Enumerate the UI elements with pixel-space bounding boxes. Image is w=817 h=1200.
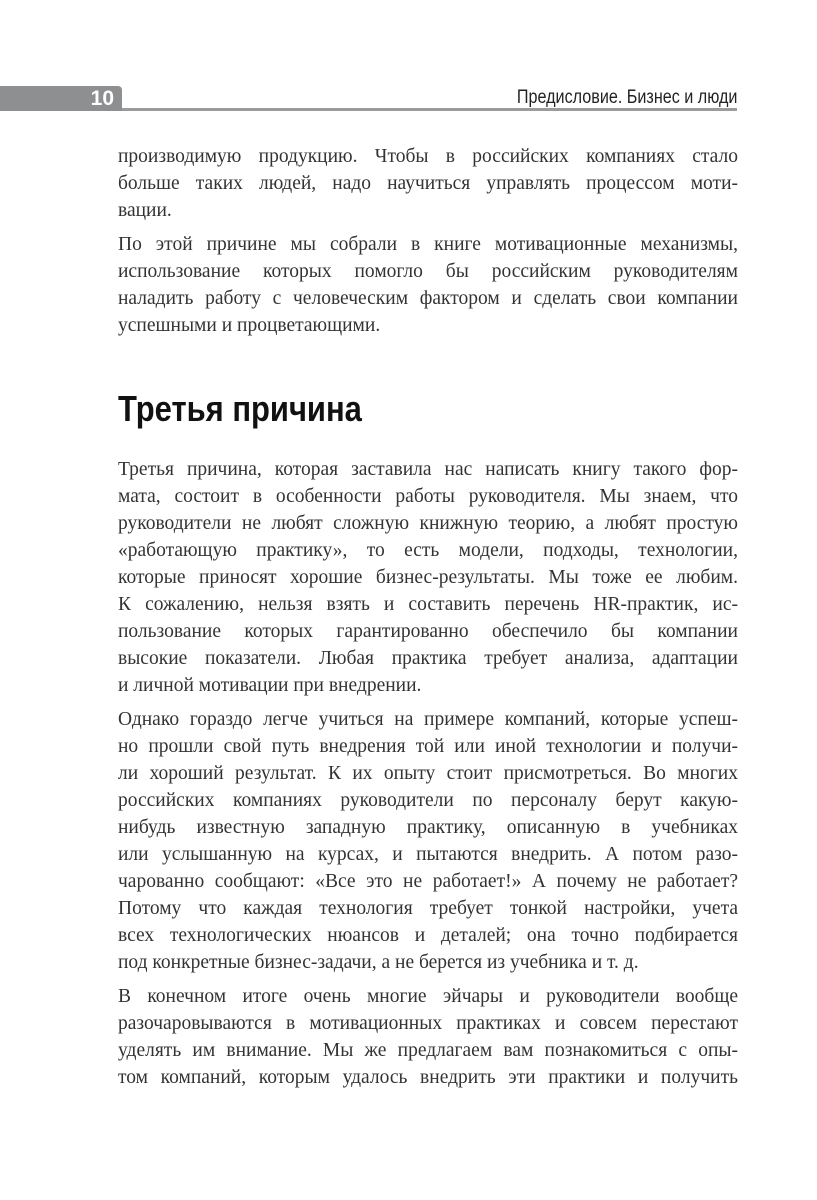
text-line: В конечном итоге очень многие эйчары и руководители вообще (118, 986, 738, 1007)
text-line: руководители не любят сложную книжную теорию, а любят простую (118, 513, 738, 534)
text-line: российских компаниях руководители по персоналу берут какую- (118, 790, 738, 811)
text-line: мата, состоит в особенности работы руководителя. Мы знаем, что (118, 486, 738, 507)
text-line: К сожалению, нельзя взять и составить перечень HR-практик, ис- (118, 594, 738, 615)
text-line: чарованно сообщают: «Все это не работает!» А почему не работает? (118, 871, 738, 892)
text-block-1 (118, 143, 738, 346)
page-number-tab (0, 86, 122, 111)
text-line: которые приносят хорошие бизнес-результаты. Мы тоже ее любим. (118, 567, 738, 588)
text-line: успешными и процветающими. (118, 315, 381, 336)
text-line: но прошли свой путь внедрения той или иной технологии и получи- (118, 736, 738, 757)
running-title: Предисловие. Бизнес и люди (516, 87, 737, 108)
text-line: Однако гораздо легче учиться на примере компаний, которые успеш- (118, 709, 738, 730)
text-line: По этой причине мы собрали в книге мотивационные механизмы, (118, 234, 738, 255)
paragraph (118, 456, 738, 699)
section-heading: Третья причина (118, 388, 362, 429)
text-line: нибудь известную западную практику, описанную в учебниках (118, 817, 738, 838)
paragraph (118, 983, 738, 1091)
text-line: пользование которых гарантированно обеспечило бы компании (118, 621, 738, 642)
text-line: под конкретные бизнес-задачи, а не берется из учебника и т. д. (118, 952, 639, 973)
text-line: больше таких людей, надо научиться управлять процессом моти- (118, 173, 738, 194)
paragraph (118, 231, 738, 339)
text-line: том компаний, которым удалось внедрить эти практики и получить (118, 1067, 738, 1088)
paragraph (118, 143, 738, 224)
text-line: Третья причина, которая заставила нас написать книгу такого фор- (118, 459, 738, 480)
text-line: производимую продукцию. Чтобы в российских компаниях стало (118, 146, 738, 167)
page-number: 10 (90, 87, 114, 110)
text-line: наладить работу с человеческим фактором и сделать свои компании (118, 288, 738, 309)
text-line: Потому что каждая технология требует тонкой настройки, учета (118, 898, 738, 919)
text-line: и личной мотивации при внедрении. (118, 675, 422, 696)
text-line: разочаровываются в мотивационных практиках и совсем перестают (118, 1013, 738, 1034)
text-line: использование которых помогло бы российским руководителям (118, 261, 738, 282)
text-line: вации. (118, 200, 172, 221)
text-block-2 (118, 456, 738, 1098)
text-line: ли хороший результат. К их опыту стоит присмотреться. Во многих (118, 763, 738, 784)
paragraph (118, 706, 738, 976)
text-line: «работающую практику», то есть модели, подходы, технологии, (118, 540, 738, 561)
text-line: всех технологических нюансов и деталей; она точно подбирается (118, 925, 738, 946)
text-line: уделять им внимание. Мы же предлагаем вам познакомиться с опы- (118, 1040, 738, 1061)
text-line: или услышанную на курсах, и пытаются внедрить. А потом разо- (118, 844, 738, 865)
text-line: высокие показатели. Любая практика требует анализа, адаптации (118, 648, 738, 669)
